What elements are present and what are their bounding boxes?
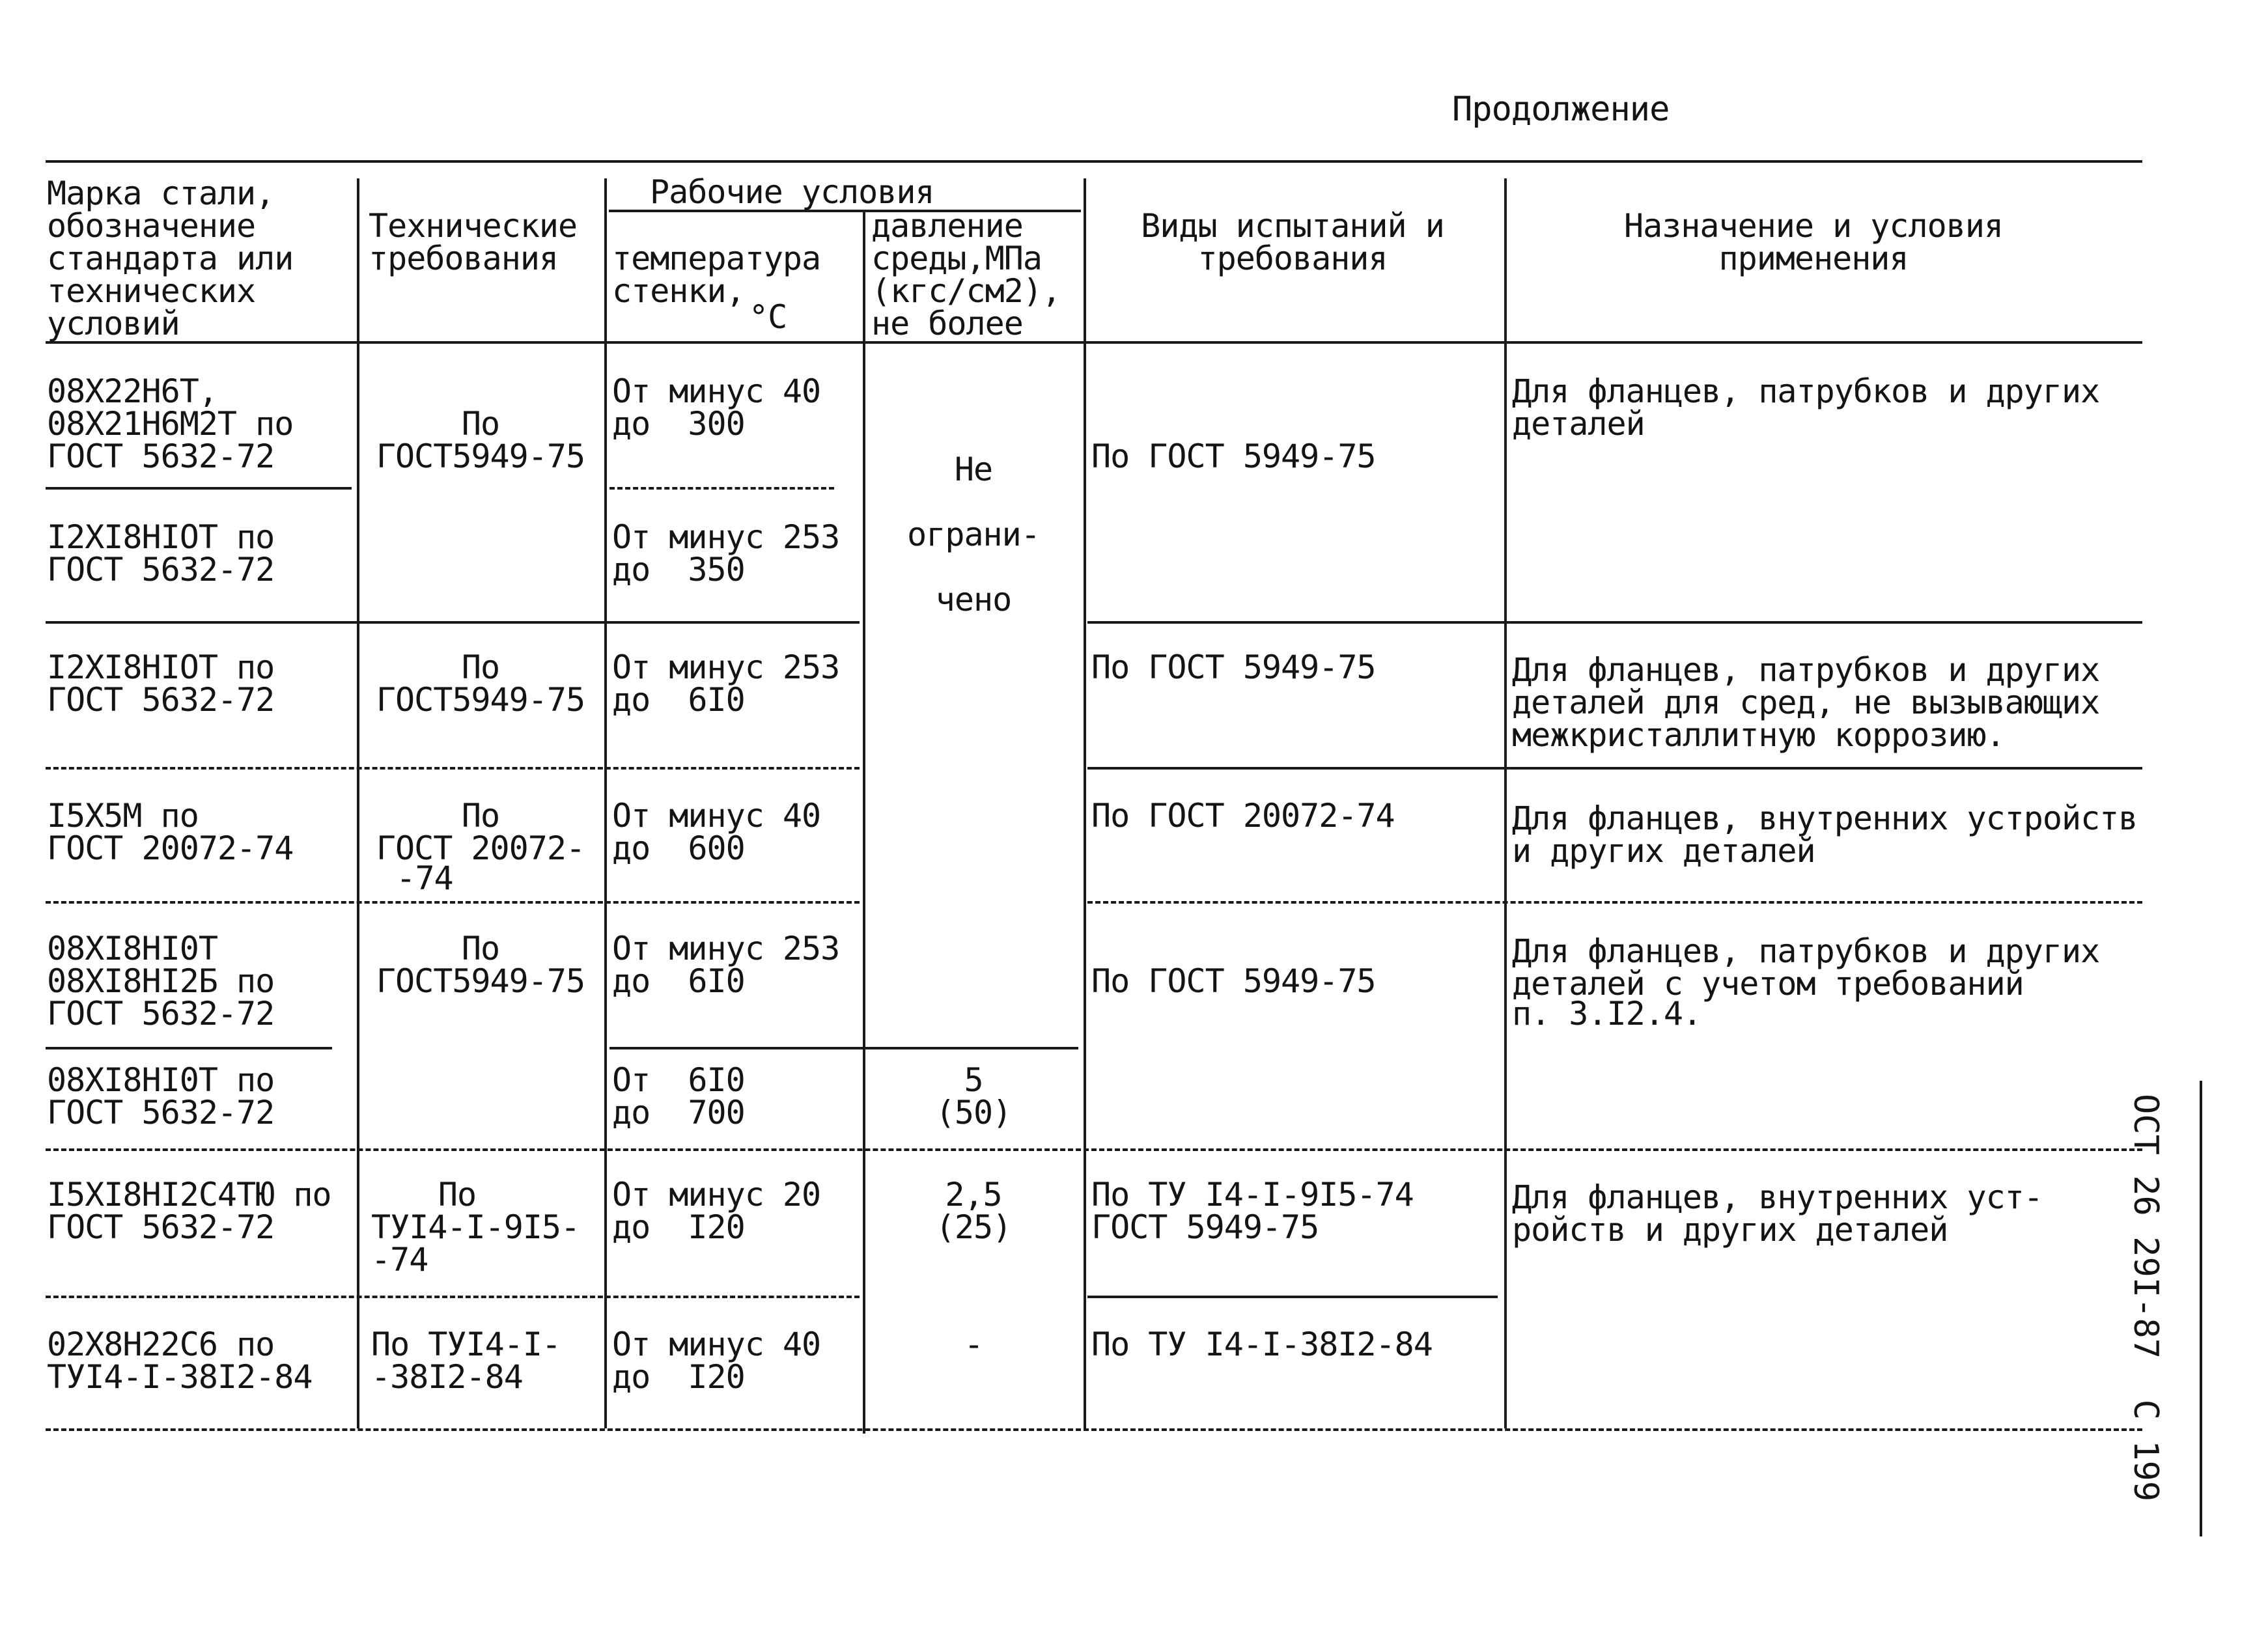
row7-pressure-2: (25) [935,1208,1012,1246]
row-rule-7a [46,1296,860,1298]
row7-tests-1: По ТУ I4-I-9I5-74 [1091,1176,1414,1214]
row2-temperature-1: От минус 253 [612,518,840,556]
row7-grade-2: ГОСТ 5632-72 [47,1208,275,1246]
row-rule-4b [1087,901,2142,904]
merged-purpose-b-2: деталей с учетом требований [1512,965,2024,1003]
merged-requirements-b-1: По [461,930,500,967]
merged-purpose-a-2: деталей [1512,405,1645,443]
row6-pressure-2: (50) [935,1094,1012,1132]
row8-grade-2: ТУI4-I-38I2-84 [47,1358,313,1396]
document-side-stamp: ОСТ 26 29I-87 С 199 [2126,1094,2165,1502]
row7-temperature-1: От минус 20 [612,1176,821,1214]
row7-tests-2: ГОСТ 5949-75 [1091,1208,1319,1246]
table-bottom-rule [46,1428,2142,1431]
row8-pressure: - [964,1326,983,1363]
col-divider-3 [863,210,865,1434]
side-stamp-rule [2200,1081,2202,1536]
row4-tests: По ГОСТ 20072-74 [1091,797,1395,835]
row6-pressure-1: 5 [964,1061,983,1099]
header-pressure-2: среды,МПа [871,240,1042,277]
header-steel-grade-2: обозначение [47,207,256,245]
row-rule-6 [46,1148,2142,1151]
row3-tests: По ГОСТ 5949-75 [1091,648,1376,686]
row7-purpose-1: Для фланцев, внутренних уст- [1512,1178,2043,1216]
row6-temperature-2: до 700 [612,1094,745,1132]
row1-grade-2: 08Х21Н6М2Т по [47,405,294,443]
row-rule-4 [46,901,860,904]
row8-temperature-1: От минус 40 [612,1326,821,1363]
merged-pressure-3: чено [935,581,1012,618]
row-rule-3 [46,767,860,770]
header-steel-grade-1: Марка стали, [47,174,275,212]
row3-grade-2: ГОСТ 5632-72 [47,681,275,719]
row5-temperature-1: От минус 253 [612,930,840,967]
header-requirements-2: требования [369,240,559,277]
row-rule-3b [1087,767,2142,770]
row4-requirements-2: ГОСТ 20072- [376,829,585,867]
row4-temperature-1: От минус 40 [612,797,821,835]
header-temperature-1: температура [612,240,821,277]
row8-grade-1: 02X8H22C6 по [47,1326,275,1363]
row6-grade-2: ГОСТ 5632-72 [47,1094,275,1132]
row6-temperature-1: От 6I0 [612,1061,745,1099]
row-rule-2b [1087,621,2142,624]
merged-tests-a: По ГОСТ 5949-75 [1091,438,1376,475]
header-bottom-rule [46,341,2142,344]
row1-grade-3: ГОСТ 5632-72 [47,438,275,475]
merged-requirements-b-2: ГОСТ5949-75 [376,962,585,1000]
row2-grade-1: I2XI8HIOT по [47,518,275,556]
header-tests-1: Виды испытаний и [1141,207,1444,245]
row8-requirements-1: По ТУI4-I- [371,1326,561,1363]
header-steel-grade-5: условий [47,305,180,342]
col-divider-4 [1084,178,1086,1428]
row1-temperature-1: От минус 40 [612,372,821,410]
row-rule-5b [609,1047,1078,1049]
row6-grade-1: 08XI8HI0T по [47,1061,275,1099]
header-tests-2: требования [1197,240,1388,277]
header-requirements-1: Технические [369,207,578,245]
row4-grade-2: ГОСТ 20072-74 [47,829,294,867]
row3-temperature-1: От минус 253 [612,648,840,686]
merged-tests-b: По ГОСТ 5949-75 [1091,962,1376,1000]
row-rule-5a [46,1047,332,1049]
col-divider-5 [1504,178,1507,1428]
row8-temperature-2: до I20 [612,1358,745,1396]
merged-purpose-b-1: Для фланцев, патрубков и других [1512,932,2100,970]
merged-requirements-a-2: ГОСТ5949-75 [376,438,585,475]
row4-requirements-3: -74 [396,859,453,897]
row-rule-7b [1087,1296,1498,1298]
header-working-conditions: Рабочие условия [650,173,934,211]
row4-purpose-1: Для фланцев, внутренних устройств [1512,799,2138,837]
header-steel-grade-3: стандарта или [47,240,294,277]
row2-temperature-2: до 350 [612,551,745,589]
header-temperature-2: стенки, [612,272,745,310]
header-pressure-3: (кгс/см2), [871,272,1061,310]
row3-grade-1: I2XI8HIOT по [47,648,275,686]
header-pressure-1: давление [871,207,1023,245]
row3-purpose-3: межкристаллитную коррозию. [1512,716,2005,754]
header-temperature-unit: °С [749,298,787,336]
col-divider-2 [604,178,607,1428]
row7-purpose-2: ройств и других деталей [1512,1211,1948,1249]
merged-requirements-a-1: По [461,405,500,443]
merged-purpose-a-1: Для фланцев, патрубков и других [1512,372,2100,410]
row7-pressure-1: 2,5 [945,1176,1002,1214]
row7-requirements-2: ТУI4-I-9I5- [371,1208,580,1246]
row1-temperature-2: до 300 [612,405,745,443]
row5-temperature-2: до 6I0 [612,962,745,1000]
row3-purpose-1: Для фланцев, патрубков и других [1512,651,2100,689]
continuation-label: Продолжение [1452,90,1670,129]
header-purpose-1: Назначение и условия [1623,207,2004,245]
row2-grade-2: ГОСТ 5632-72 [47,551,275,589]
row7-temperature-2: до I20 [612,1208,745,1246]
table-top-rule [46,160,2142,163]
row5-grade-2: 08XI8HI2Б по [47,962,275,1000]
row-rule-1a [46,487,352,490]
row3-requirements-2: ГОСТ5949-75 [376,681,585,719]
row7-requirements-1: По [438,1176,477,1214]
row8-tests: По ТУ I4-I-38I2-84 [1091,1326,1433,1363]
row3-requirements-1: По [461,648,500,686]
row1-grade-1: 08Х22Н6Т, [47,372,217,410]
row4-temperature-2: до 600 [612,829,745,867]
row4-grade-1: I5X5M по [47,797,199,835]
row3-purpose-2: деталей для сред, не вызывающих [1512,684,2100,721]
header-steel-grade-4: технических [47,272,256,310]
merged-pressure-1: Не [954,451,993,488]
row7-requirements-3: -74 [371,1241,428,1279]
row3-temperature-2: до 6I0 [612,681,745,719]
row4-purpose-2: и других деталей [1512,832,1815,870]
header-pressure-4: не более [871,305,1023,342]
row-rule-2 [46,621,860,624]
header-purpose-2: применения [1718,240,1909,277]
row8-requirements-2: -38I2-84 [371,1358,523,1396]
row5-grade-3: ГОСТ 5632-72 [47,995,275,1033]
merged-pressure-2: ограни- [907,516,1040,553]
row-rule-1b [609,487,834,490]
row7-grade-1: I5XI8HI2C4TЮ по [47,1176,331,1214]
row5-grade-1: 08XI8HI0T [47,930,217,967]
row4-requirements-1: По [461,797,500,835]
merged-purpose-b-3: п. 3.I2.4. [1512,995,1702,1033]
